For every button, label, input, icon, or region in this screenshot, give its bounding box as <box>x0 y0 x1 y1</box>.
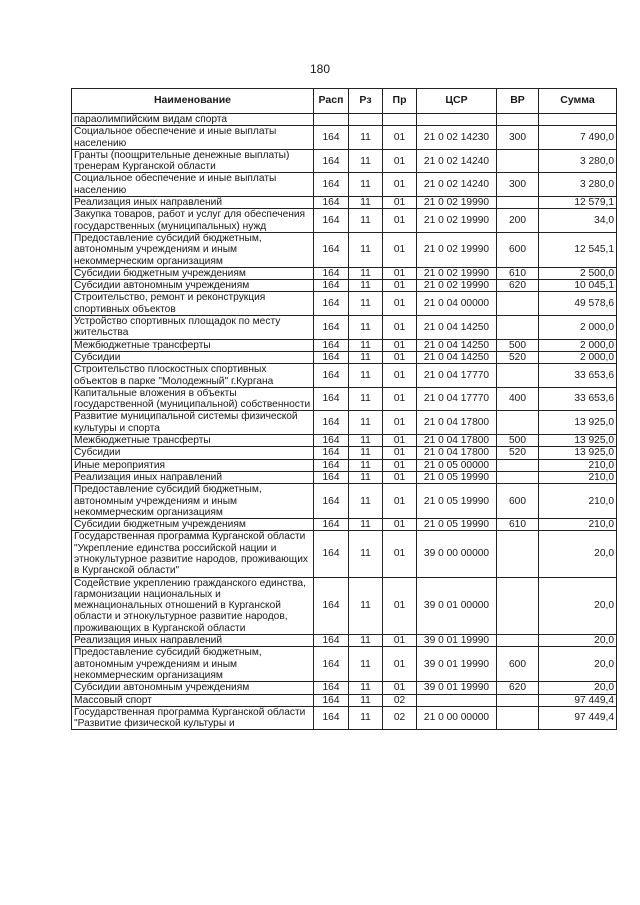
cell-csr: 21 0 02 14230 <box>417 126 497 150</box>
cell-pr: 01 <box>383 292 417 316</box>
budget-table <box>71 88 617 730</box>
cell-rasp: 164 <box>314 484 349 519</box>
cell-rasp: 164 <box>314 706 349 730</box>
cell-rasp: 164 <box>314 280 349 292</box>
cell-sum: 49 578,6 <box>539 292 617 316</box>
cell-pr: 01 <box>383 149 417 173</box>
table-row <box>72 173 617 197</box>
cell-rz: 11 <box>349 173 383 197</box>
header-csr: ЦСР <box>417 89 497 114</box>
cell-name: Социальное обеспечение и иные выплаты населению <box>72 126 314 150</box>
cell-rz: 11 <box>349 706 383 730</box>
cell-csr: 21 0 04 14250 <box>417 339 497 351</box>
cell-pr: 01 <box>383 267 417 279</box>
cell-pr: 01 <box>383 411 417 435</box>
cell-rz: 11 <box>349 292 383 316</box>
cell-rz: 11 <box>349 447 383 459</box>
cell-vr: 610 <box>497 267 539 279</box>
cell-sum: 20,0 <box>539 577 617 634</box>
cell-rasp: 164 <box>314 209 349 233</box>
table-row <box>72 531 617 577</box>
cell-rz: 11 <box>349 364 383 388</box>
cell-name: Гранты (поощрительные денежные выплаты) тренерам Курганской области <box>72 149 314 173</box>
cell-name: Устройство спортивных площадок по месту жительства <box>72 316 314 340</box>
cell-vr <box>497 292 539 316</box>
cell-pr: 01 <box>383 447 417 459</box>
cell-pr: 01 <box>383 635 417 647</box>
cell-pr: 01 <box>383 351 417 363</box>
cell-pr: 01 <box>383 197 417 209</box>
cell-name: Субсидии <box>72 351 314 363</box>
cell-csr: 21 0 05 19990 <box>417 471 497 483</box>
cell-pr: 01 <box>383 459 417 471</box>
table-row <box>72 387 617 411</box>
cell-pr: 01 <box>383 316 417 340</box>
cell-pr: 01 <box>383 173 417 197</box>
cell-vr: 600 <box>497 647 539 682</box>
cell-vr <box>497 577 539 634</box>
table-row <box>72 267 617 279</box>
cell-rz: 11 <box>349 149 383 173</box>
cell-name: Межбюджетные трансферты <box>72 435 314 447</box>
table-row <box>72 126 617 150</box>
cell-rasp: 164 <box>314 339 349 351</box>
cell-pr: 01 <box>383 647 417 682</box>
cell-csr <box>417 694 497 706</box>
table-row <box>72 577 617 634</box>
cell-sum: 13 925,0 <box>539 447 617 459</box>
cell-rasp: 164 <box>314 232 349 267</box>
cell-pr: 02 <box>383 706 417 730</box>
cell-csr: 21 0 02 19990 <box>417 280 497 292</box>
cell-rasp: 164 <box>314 647 349 682</box>
cell-rz: 11 <box>349 694 383 706</box>
page-number: 180 <box>309 62 331 76</box>
cell-vr <box>497 149 539 173</box>
cell-pr: 01 <box>383 126 417 150</box>
cell-name: Субсидии <box>72 447 314 459</box>
cell-sum: 2 000,0 <box>539 316 617 340</box>
cell-rasp: 164 <box>314 267 349 279</box>
cell-sum: 3 280,0 <box>539 173 617 197</box>
cell-vr: 620 <box>497 280 539 292</box>
cell-rasp: 164 <box>314 531 349 577</box>
cell-sum: 2 000,0 <box>539 339 617 351</box>
cell-csr: 21 0 04 17770 <box>417 364 497 388</box>
cell-sum: 97 449,4 <box>539 694 617 706</box>
cell-rasp: 164 <box>314 471 349 483</box>
table-row <box>72 682 617 694</box>
cell-pr: 02 <box>383 694 417 706</box>
table-row <box>72 519 617 531</box>
table-row <box>72 635 617 647</box>
cell-pr: 01 <box>383 387 417 411</box>
cell-rz: 11 <box>349 267 383 279</box>
header-rz: Рз <box>349 89 383 114</box>
cell-rz: 11 <box>349 351 383 363</box>
cell-csr: 21 0 05 00000 <box>417 459 497 471</box>
cell-vr <box>497 471 539 483</box>
cell-name: Социальное обеспечение и иные выплаты населению <box>72 173 314 197</box>
cell-rasp: 164 <box>314 197 349 209</box>
cell-csr: 21 0 00 00000 <box>417 706 497 730</box>
cell-vr <box>497 411 539 435</box>
cell-name: Государственная программа Курганской области "Развитие физической культуры и <box>72 706 314 730</box>
cell-vr: 610 <box>497 519 539 531</box>
table-row <box>72 411 617 435</box>
cell-sum: 210,0 <box>539 459 617 471</box>
cell-rz: 11 <box>349 635 383 647</box>
header-rasp: Расп <box>314 89 349 114</box>
cell-pr: 01 <box>383 519 417 531</box>
cell-csr: 39 0 01 19990 <box>417 635 497 647</box>
table-row <box>72 197 617 209</box>
cell-vr: 500 <box>497 339 539 351</box>
cell-vr: 300 <box>497 173 539 197</box>
cell-name: Массовый спорт <box>72 694 314 706</box>
cell-csr: 21 0 02 19990 <box>417 267 497 279</box>
cell-vr: 520 <box>497 351 539 363</box>
cell-rz: 11 <box>349 280 383 292</box>
header-vr: ВР <box>497 89 539 114</box>
cell-sum: 210,0 <box>539 471 617 483</box>
cell-csr: 39 0 01 19990 <box>417 647 497 682</box>
cell-vr <box>497 694 539 706</box>
table-row <box>72 447 617 459</box>
cell-sum: 13 925,0 <box>539 435 617 447</box>
cell-vr <box>497 635 539 647</box>
cell-rasp: 164 <box>314 351 349 363</box>
table-row <box>72 706 617 730</box>
cell-name: Субсидии автономным учреждениям <box>72 280 314 292</box>
cell-sum: 7 490,0 <box>539 126 617 150</box>
cell-rz: 11 <box>349 471 383 483</box>
cell-csr: 21 0 02 19990 <box>417 209 497 233</box>
cell-name: Иные мероприятия <box>72 459 314 471</box>
cell-vr <box>497 364 539 388</box>
cell-name: Предоставление субсидий бюджетным, автономным учреждениям и иным некоммерческим организациям <box>72 647 314 682</box>
cell-rasp: 164 <box>314 694 349 706</box>
cell-pr: 01 <box>383 232 417 267</box>
cell-sum: 97 449,4 <box>539 706 617 730</box>
cell-sum: 33 653,6 <box>539 364 617 388</box>
cell-name: Реализация иных направлений <box>72 197 314 209</box>
cell-sum: 13 925,0 <box>539 411 617 435</box>
cell-pr: 01 <box>383 531 417 577</box>
cell-rasp: 164 <box>314 292 349 316</box>
cell-name: Реализация иных направлений <box>72 471 314 483</box>
table-row <box>72 471 617 483</box>
cell-rz: 11 <box>349 209 383 233</box>
table-row <box>72 292 617 316</box>
cell-sum: 34,0 <box>539 209 617 233</box>
cell-rasp: 164 <box>314 577 349 634</box>
cell-csr: 21 0 04 17800 <box>417 411 497 435</box>
table-row <box>72 149 617 173</box>
cell-csr: 21 0 02 19990 <box>417 232 497 267</box>
cell-rz: 11 <box>349 232 383 267</box>
cell-csr: 21 0 05 19990 <box>417 484 497 519</box>
cell-name: Содействие укреплению гражданского единства, гармонизации национальных и межнациональных отношений в Курганской области и этнокультурное развитие народов, проживающих в Курганской области <box>72 577 314 634</box>
table-row <box>72 694 617 706</box>
cell-vr: 400 <box>497 387 539 411</box>
cell-csr: 21 0 02 19990 <box>417 197 497 209</box>
cell-csr: 21 0 04 14250 <box>417 351 497 363</box>
cell-sum: 10 045,1 <box>539 280 617 292</box>
cell-name: Реализация иных направлений <box>72 635 314 647</box>
cell-vr <box>497 531 539 577</box>
cell-csr: 39 0 01 19990 <box>417 682 497 694</box>
cell-rasp: 164 <box>314 447 349 459</box>
cell-pr: 01 <box>383 209 417 233</box>
cell-vr: 500 <box>497 435 539 447</box>
cell-sum: 210,0 <box>539 519 617 531</box>
cell-sum: 20,0 <box>539 635 617 647</box>
cell-pr: 01 <box>383 484 417 519</box>
cell-pr: 01 <box>383 471 417 483</box>
cell-vr: 520 <box>497 447 539 459</box>
cell-csr: 21 0 04 14250 <box>417 316 497 340</box>
cell-csr: 21 0 04 17770 <box>417 387 497 411</box>
cell-pr: 01 <box>383 577 417 634</box>
cell-vr <box>497 459 539 471</box>
cell-vr <box>497 706 539 730</box>
cell-csr: 21 0 04 17800 <box>417 447 497 459</box>
cell-rz: 11 <box>349 647 383 682</box>
table-row <box>72 647 617 682</box>
table-row <box>72 459 617 471</box>
cell-rz: 11 <box>349 435 383 447</box>
cell-sum: 20,0 <box>539 647 617 682</box>
cell-rz <box>349 114 383 126</box>
cell-csr: 21 0 02 14240 <box>417 173 497 197</box>
cell-rz: 11 <box>349 316 383 340</box>
cell-csr <box>417 114 497 126</box>
cell-rasp <box>314 114 349 126</box>
cell-pr: 01 <box>383 364 417 388</box>
cell-vr: 600 <box>497 484 539 519</box>
cell-rz: 11 <box>349 339 383 351</box>
cell-rasp: 164 <box>314 682 349 694</box>
cell-name: Предоставление субсидий бюджетным, автономным учреждениям и иным некоммерческим организациям <box>72 232 314 267</box>
cell-name: Развитие муниципальной системы физической культуры и спорта <box>72 411 314 435</box>
cell-sum: 20,0 <box>539 531 617 577</box>
cell-rasp: 164 <box>314 435 349 447</box>
table-row <box>72 339 617 351</box>
cell-vr: 200 <box>497 209 539 233</box>
table-row <box>72 351 617 363</box>
cell-name: параолимпийским видам спорта <box>72 114 314 126</box>
cell-rz: 11 <box>349 682 383 694</box>
cell-vr: 620 <box>497 682 539 694</box>
cell-rz: 11 <box>349 484 383 519</box>
cell-rasp: 164 <box>314 387 349 411</box>
header-name: Наименование <box>72 89 314 114</box>
cell-pr: 01 <box>383 435 417 447</box>
cell-rasp: 164 <box>314 635 349 647</box>
table-row <box>72 209 617 233</box>
cell-csr: 21 0 04 17800 <box>417 435 497 447</box>
cell-csr: 21 0 05 19990 <box>417 519 497 531</box>
cell-rz: 11 <box>349 126 383 150</box>
cell-sum: 3 280,0 <box>539 149 617 173</box>
table-row <box>72 435 617 447</box>
cell-rasp: 164 <box>314 173 349 197</box>
cell-sum: 20,0 <box>539 682 617 694</box>
cell-sum: 12 545,1 <box>539 232 617 267</box>
cell-csr: 21 0 02 14240 <box>417 149 497 173</box>
cell-rasp: 164 <box>314 411 349 435</box>
cell-sum: 33 653,6 <box>539 387 617 411</box>
cell-name: Капитальные вложения в объекты государственной (муниципальной) собственности <box>72 387 314 411</box>
cell-rz: 11 <box>349 411 383 435</box>
header-sum: Сумма <box>539 89 617 114</box>
cell-name: Государственная программа Курганской области "Укрепление единства российской нации и этнокультурное развитие народов, проживающих в Курганской области" <box>72 531 314 577</box>
cell-rz: 11 <box>349 519 383 531</box>
cell-vr: 600 <box>497 232 539 267</box>
cell-rz: 11 <box>349 531 383 577</box>
table-row <box>72 280 617 292</box>
cell-name: Субсидии бюджетным учреждениям <box>72 267 314 279</box>
cell-vr <box>497 114 539 126</box>
cell-sum: 2 000,0 <box>539 351 617 363</box>
cell-rz: 11 <box>349 577 383 634</box>
cell-rasp: 164 <box>314 519 349 531</box>
cell-pr: 01 <box>383 682 417 694</box>
cell-vr <box>497 316 539 340</box>
table-header-row <box>72 89 617 114</box>
cell-name: Межбюджетные трансферты <box>72 339 314 351</box>
cell-name: Строительство плоскостных спортивных объектов в парке "Молодежный" г.Кургана <box>72 364 314 388</box>
cell-rasp: 164 <box>314 459 349 471</box>
cell-rz: 11 <box>349 459 383 471</box>
header-pr: Пр <box>383 89 417 114</box>
table-row <box>72 114 617 126</box>
cell-rz: 11 <box>349 387 383 411</box>
cell-rasp: 164 <box>314 316 349 340</box>
cell-pr: 01 <box>383 339 417 351</box>
table-row <box>72 232 617 267</box>
cell-pr: 01 <box>383 280 417 292</box>
cell-name: Строительство, ремонт и реконструкция спортивных объектов <box>72 292 314 316</box>
cell-rz: 11 <box>349 197 383 209</box>
cell-sum: 2 500,0 <box>539 267 617 279</box>
cell-pr <box>383 114 417 126</box>
cell-csr: 21 0 04 00000 <box>417 292 497 316</box>
cell-vr <box>497 197 539 209</box>
cell-rasp: 164 <box>314 149 349 173</box>
table-row <box>72 364 617 388</box>
cell-sum <box>539 114 617 126</box>
cell-rasp: 164 <box>314 126 349 150</box>
cell-csr: 39 0 00 00000 <box>417 531 497 577</box>
cell-name: Закупка товаров, работ и услуг для обеспечения государственных (муниципальных) нужд <box>72 209 314 233</box>
table-row <box>72 316 617 340</box>
cell-sum: 210,0 <box>539 484 617 519</box>
cell-rasp: 164 <box>314 364 349 388</box>
cell-csr: 39 0 01 00000 <box>417 577 497 634</box>
cell-name: Субсидии автономным учреждениям <box>72 682 314 694</box>
table-row <box>72 484 617 519</box>
cell-sum: 12 579,1 <box>539 197 617 209</box>
cell-vr: 300 <box>497 126 539 150</box>
cell-name: Предоставление субсидий бюджетным, автономным учреждениям и иным некоммерческим организациям <box>72 484 314 519</box>
cell-name: Субсидии бюджетным учреждениям <box>72 519 314 531</box>
